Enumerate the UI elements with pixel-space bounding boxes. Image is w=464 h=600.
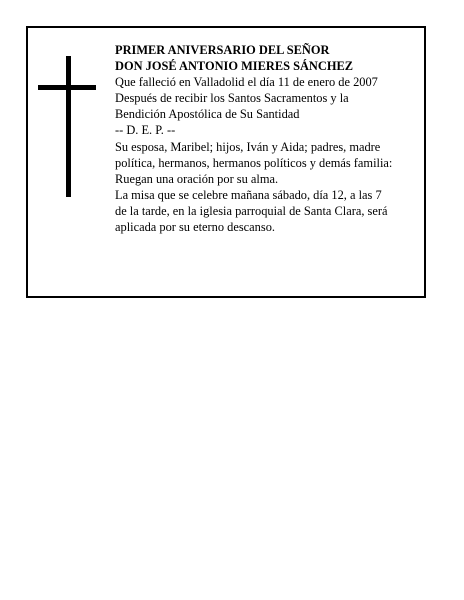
notice-heading-line-1: PRIMER ANIVERSARIO DEL SEÑOR: [115, 43, 330, 57]
notice-line-death: Que falleció en Valladolid el día 11 de enero de 2007: [115, 75, 378, 90]
notice-text: [115, 42, 423, 235]
cross-vertical-bar: [66, 56, 71, 197]
notice-line-mass-3: aplicada por su eterno descanso.: [115, 220, 275, 235]
notice-line-rip: -- D. E. P. --: [115, 123, 176, 138]
notice-line-prayer: Ruegan una oración por su alma.: [115, 171, 279, 186]
notice-line-mass-1: La misa que se celebre mañana sábado, día 12, a las 7: [115, 187, 382, 202]
notice-line-sacraments: Después de recibir los Santos Sacramentos y la: [115, 91, 349, 106]
notice-heading-line-2: DON JOSÉ ANTONIO MIERES SÁNCHEZ: [115, 59, 353, 74]
notice-line-family-1: Su esposa, Maribel; hijos, Iván y Aida; padres, madre: [115, 139, 381, 154]
notice-line-mass-2: de la tarde, en la iglesia parroquial de Santa Clara, será: [115, 203, 388, 218]
obituary-notice: [26, 26, 426, 298]
cross-horizontal-bar: [38, 85, 96, 90]
notice-line-family-2: política, hermanos, hermanos políticos y demás familia:: [115, 155, 393, 170]
notice-line-blessing: Bendición Apostólica de Su Santidad: [115, 107, 300, 122]
